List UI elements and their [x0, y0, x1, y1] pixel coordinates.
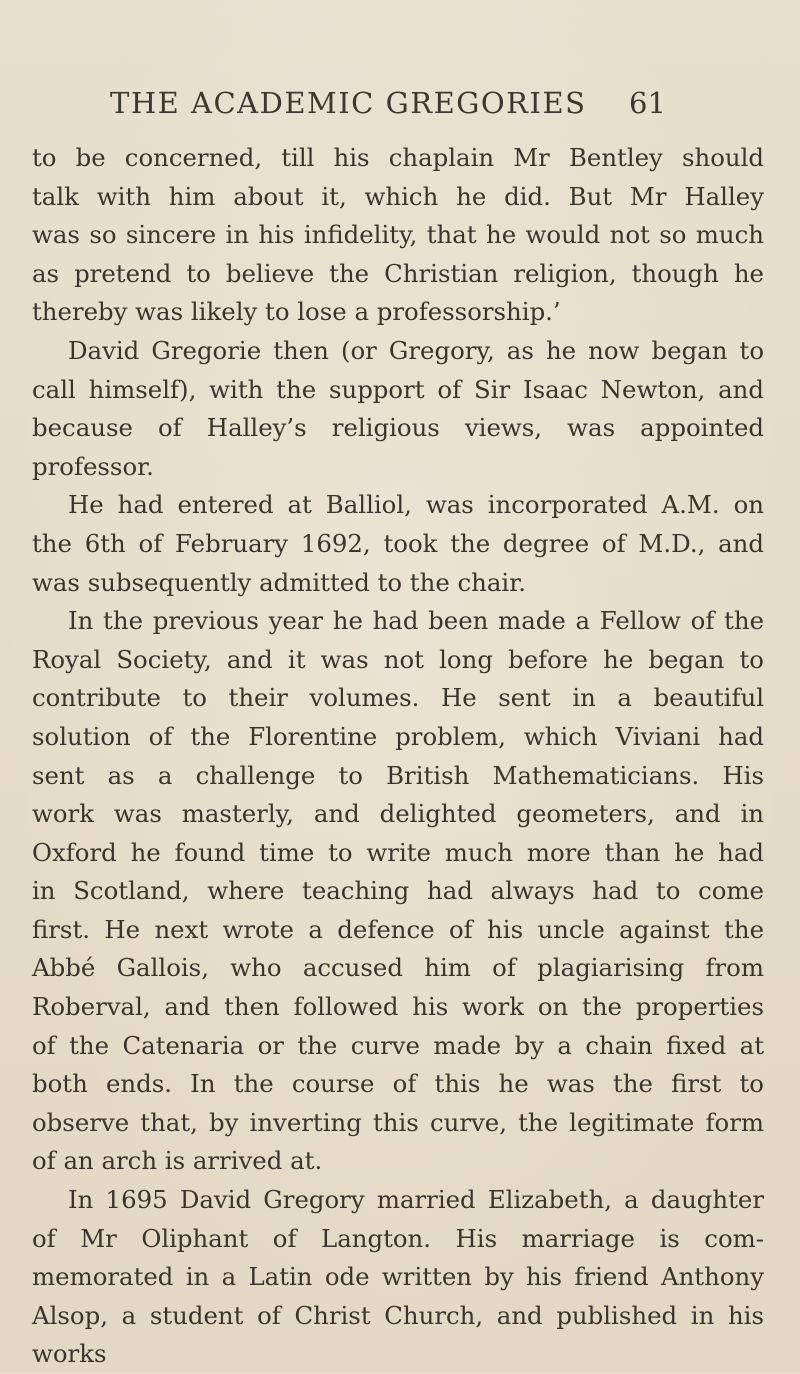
text-line: works [32, 1339, 107, 1369]
text-line: of Mr Oliphant of Langton. His marriage is com- [32, 1223, 764, 1253]
text-line: professor. [32, 451, 154, 481]
text-line: He had entered at Balliol, was incorporated A.M. on [68, 490, 764, 520]
running-title: THE ACADEMIC GREGORIES [110, 86, 587, 120]
text-line: of an arch is arrived at. [32, 1146, 323, 1176]
text-line: Oxford he found time to write much more than he had [32, 837, 764, 867]
text-line: Roberval, and then followed his work on the properties [32, 992, 764, 1022]
text-line: as pretend to believe the Christian religion, though he [32, 258, 764, 288]
running-head [0, 86, 800, 126]
text-line: In the previous year he had been made a Fellow of the [68, 606, 764, 636]
text-line: both ends. In the course of this he was the first to [32, 1069, 764, 1099]
text-line: because of Halley’s religious views, was appointed [32, 413, 764, 443]
page-number: 61 [629, 86, 666, 120]
text-line: talk with him about it, which he did. But Mr Halley [32, 181, 764, 211]
text-line: the 6th of February 1692, took the degree of M.D., and [32, 528, 764, 558]
text-line: David Gregorie then (or Gregory, as he now began to [68, 335, 764, 365]
text-line: In 1695 David Gregory married Elizabeth, a daughter [68, 1185, 764, 1215]
text-line: was subsequently admitted to the chair. [32, 567, 526, 597]
text-line: first. He next wrote a defence of his uncle against the [32, 914, 764, 944]
text-line: in Scotland, where teaching had always had to come [32, 876, 764, 906]
text-line: Abbé Gallois, who accused him of plagiarising from [32, 953, 764, 983]
text-line: sent as a challenge to British Mathematicians. His [32, 760, 764, 790]
text-line: solution of the Florentine problem, which Viviani had [32, 721, 764, 751]
text-line: memorated in a Latin ode written by his friend Anthony [32, 1262, 764, 1292]
text-line: contribute to their volumes. He sent in a beautiful [32, 683, 764, 713]
text-line: of the Catenaria or the curve made by a chain fixed at [32, 1030, 764, 1060]
text-line: observe that, by inverting this curve, the legitimate form [32, 1107, 764, 1137]
text-line: Alsop, a student of Christ Church, and published in his [32, 1300, 764, 1330]
text-line: thereby was likely to lose a professorship.’ [32, 297, 561, 327]
text-line: to be concerned, till his chaplain Mr Bentley should [32, 143, 764, 172]
body-text [32, 139, 764, 1374]
text-line: call himself), with the support of Sir Isaac Newton, and [32, 374, 764, 404]
text-line: work was masterly, and delighted geometers, and in [32, 799, 764, 829]
text-line: Royal Society, and it was not long before he began to [32, 644, 764, 674]
text-line: was so sincere in his infidelity, that he would not so much [32, 220, 764, 250]
